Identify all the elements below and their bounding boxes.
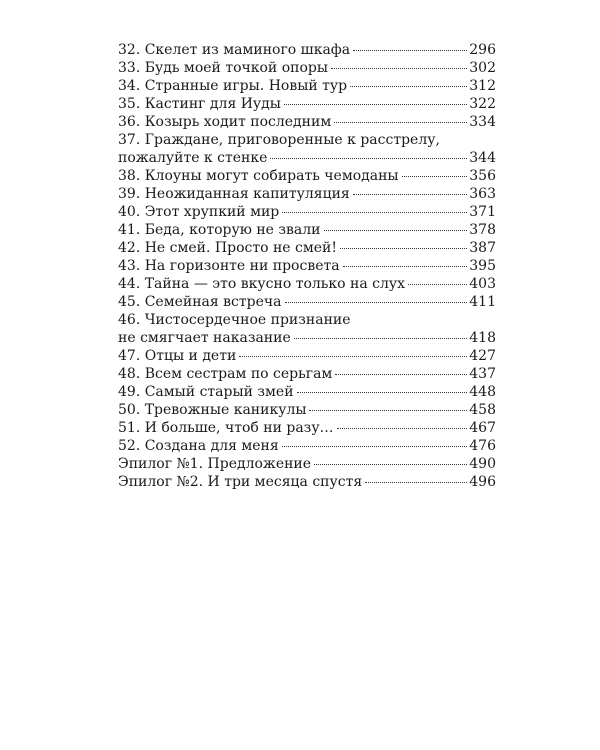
toc-entry [118, 455, 496, 473]
toc-entry-page-number: 458 [469, 402, 496, 418]
toc-entry-line [118, 293, 496, 311]
toc-entry [118, 113, 496, 131]
toc-entry-page-number: 395 [469, 258, 496, 274]
toc-entry-title: 40. Этот хрупкий мир [118, 204, 280, 220]
toc-entry-page-number: 490 [469, 456, 496, 472]
toc-entry-page-number: 344 [469, 150, 496, 166]
toc-entry [118, 185, 496, 203]
dot-leader [350, 86, 467, 87]
toc-entry [118, 347, 496, 365]
dot-leader [324, 230, 468, 231]
toc-entry-line [118, 203, 496, 221]
toc-entry-page-number: 448 [469, 384, 496, 400]
dot-leader [402, 176, 468, 177]
toc-entry [118, 401, 496, 419]
table-of-contents [118, 41, 496, 491]
toc-entry-line [118, 257, 496, 275]
toc-entry [118, 95, 496, 113]
dot-leader [365, 482, 467, 483]
dot-leader [309, 410, 467, 411]
toc-entry-title: 33. Будь моей точкой опоры [118, 60, 328, 76]
toc-entry-page-number: 496 [469, 474, 496, 490]
toc-entry-title: Эпилог №1. Предложение [118, 456, 312, 472]
toc-entry-page-number: 378 [469, 222, 496, 238]
dot-leader [294, 338, 468, 339]
toc-entry-title: 32. Скелет из маминого шкафа [118, 42, 351, 58]
toc-entry [118, 203, 496, 221]
toc-entry-page-number: 387 [469, 240, 496, 256]
toc-entry [118, 419, 496, 437]
dot-leader [331, 68, 467, 69]
dot-leader [408, 284, 467, 285]
toc-entry-title: не смягчает наказание [118, 330, 291, 346]
dot-leader [335, 374, 467, 375]
toc-entry-line [118, 401, 496, 419]
dot-leader [284, 104, 467, 105]
toc-entry-page-number: 403 [469, 276, 496, 292]
dot-leader [285, 302, 468, 303]
dot-leader [353, 50, 467, 51]
dot-leader [343, 266, 468, 267]
toc-entry-line [118, 455, 496, 473]
toc-entry-page-number: 334 [469, 114, 496, 130]
toc-entry-line [118, 41, 496, 59]
toc-entry-page-number: 476 [469, 438, 496, 454]
toc-entry-title: 41. Беда, которую не звали [118, 222, 321, 238]
toc-entry-title: 50. Тревожные каникулы [118, 402, 307, 418]
toc-entry-line [118, 347, 496, 365]
toc-entry-title: 35. Кастинг для Иуды [118, 96, 281, 112]
dot-leader [297, 392, 468, 393]
toc-entry-title: 38. Клоуны могут собирать чемоданы [118, 168, 399, 184]
toc-entry-title: 48. Всем сестрам по серьгам [118, 366, 333, 382]
toc-entry-line [118, 419, 496, 437]
toc-entry-page-number: 296 [469, 42, 496, 58]
toc-entry-line [118, 275, 496, 293]
toc-entry [118, 473, 496, 491]
toc-entry-title: 47. Отцы и дети [118, 348, 237, 364]
dot-leader [314, 464, 467, 465]
toc-entry-page-number: 418 [469, 330, 496, 346]
toc-entry-line [118, 239, 496, 257]
toc-entry-title: 44. Тайна — это вкусно только на слух [118, 276, 406, 292]
toc-entry-page-number: 302 [469, 60, 496, 76]
toc-entry-page-number: 467 [469, 420, 496, 436]
toc-entry-line [118, 167, 496, 185]
toc-entry [118, 77, 496, 95]
dot-leader [337, 428, 468, 429]
toc-entry [118, 239, 496, 257]
toc-entry-line [118, 59, 496, 77]
dot-leader [270, 158, 467, 159]
toc-entry-page-number: 371 [469, 204, 496, 220]
toc-entry-line [118, 329, 496, 347]
toc-entry-title: 51. И больше, чтоб ни разу… [118, 420, 334, 436]
toc-entry [118, 59, 496, 77]
dot-leader [239, 356, 467, 357]
toc-entry-line [118, 383, 496, 401]
toc-entry [118, 437, 496, 455]
dot-leader [334, 122, 467, 123]
dot-leader [353, 194, 468, 195]
toc-entry-page-number: 322 [469, 96, 496, 112]
dot-leader [282, 446, 468, 447]
toc-entry-title: 36. Козырь ходит последним [118, 114, 332, 130]
toc-entry-line [118, 113, 496, 131]
toc-entry-line [118, 185, 496, 203]
toc-entry [118, 131, 496, 167]
toc-entry-line [118, 365, 496, 383]
toc-entry-title-first-line: 37. Граждане, приговоренные к расстрелу, [118, 132, 440, 148]
toc-entry-page-number: 356 [469, 168, 496, 184]
toc-entry-title: Эпилог №2. И три месяца спустя [118, 474, 363, 490]
toc-entry-page-number: 312 [469, 78, 496, 94]
toc-entry-page-number: 363 [469, 186, 496, 202]
toc-entry [118, 221, 496, 239]
toc-entry-line [118, 437, 496, 455]
toc-entry-title: 49. Самый старый змей [118, 384, 294, 400]
toc-entry [118, 257, 496, 275]
toc-entry-page-number: 411 [469, 294, 496, 310]
toc-entry-title: 45. Семейная встреча [118, 294, 282, 310]
toc-entry [118, 311, 496, 347]
toc-entry-line [118, 95, 496, 113]
toc-entry [118, 167, 496, 185]
toc-entry-title: 34. Странные игры. Новый тур [118, 78, 348, 94]
toc-entry [118, 293, 496, 311]
toc-entry-line [118, 221, 496, 239]
toc-entry [118, 383, 496, 401]
dot-leader [340, 248, 467, 249]
toc-entry-title-first-line: 46. Чистосердечное признание [118, 312, 351, 328]
toc-entry-title: 52. Создана для меня [118, 438, 279, 454]
toc-entry [118, 41, 496, 59]
toc-entry-line [118, 77, 496, 95]
toc-entry-page-number: 427 [469, 348, 496, 364]
toc-entry-title: 42. Не смей. Просто не смей! [118, 240, 338, 256]
toc-entry-page-number: 437 [469, 366, 496, 382]
dot-leader [282, 212, 467, 213]
toc-entry-line [118, 473, 496, 491]
toc-entry-title: 43. На горизонте ни просвета [118, 258, 340, 274]
toc-entry [118, 275, 496, 293]
toc-entry-title: 39. Неожиданная капитуляция [118, 186, 350, 202]
toc-entry [118, 365, 496, 383]
toc-entry-line [118, 149, 496, 167]
toc-entry-title: пожалуйте к стенке [118, 150, 268, 166]
